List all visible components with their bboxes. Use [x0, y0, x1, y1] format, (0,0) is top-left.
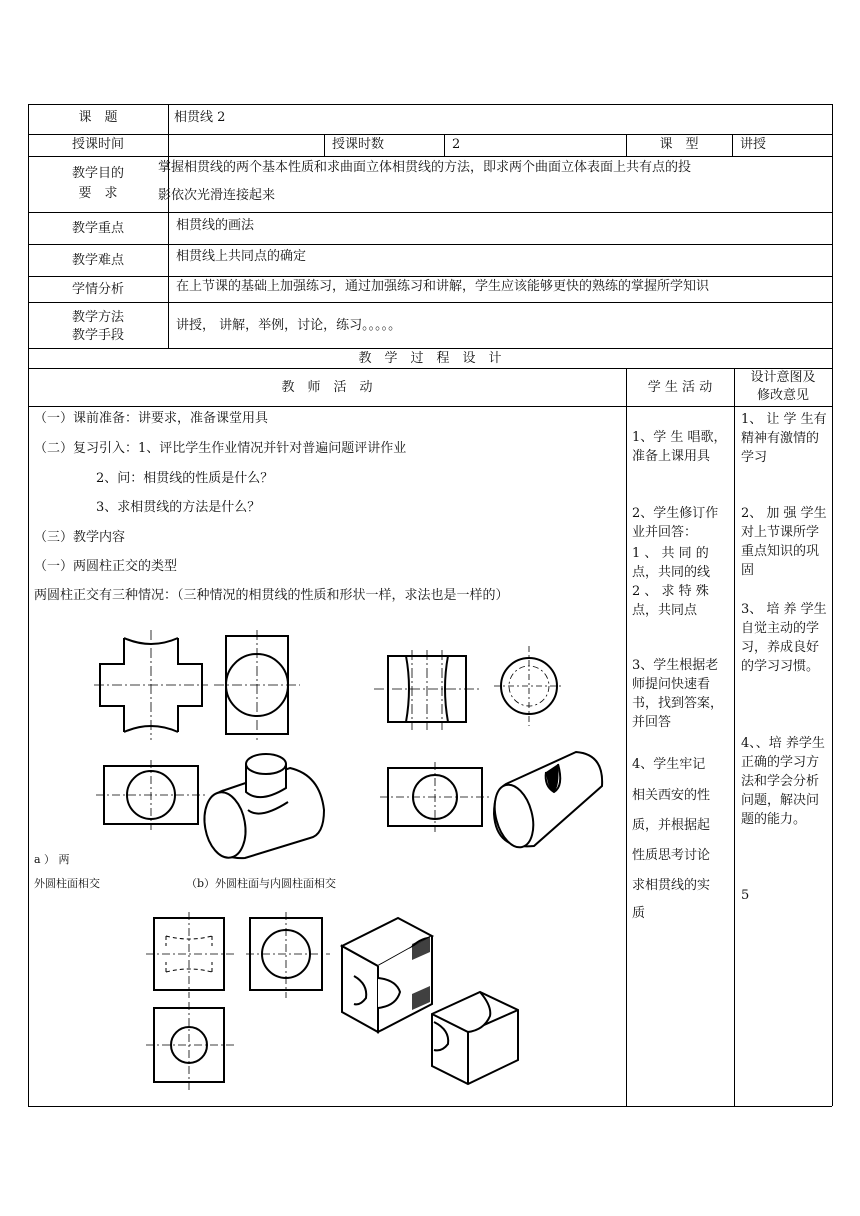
student-item-10: 求相贯线的实 — [632, 878, 711, 893]
col-student-header: 学 生 活 动 — [647, 380, 713, 395]
type-label: 课 型 — [659, 137, 699, 152]
time-label: 授课时间 — [71, 137, 124, 152]
method-value: 讲授， 讲解，举例，讨论，练习。。。。。 — [176, 318, 402, 333]
hours-value: 2 — [452, 137, 461, 152]
hours-label: 授课时数 — [332, 137, 385, 152]
figure-b-front-view — [372, 650, 482, 730]
figure-a-side-view — [212, 630, 302, 740]
caption-a-1: a ） 两 — [34, 853, 70, 866]
design-item-4: 4、、培 养学生正确的学习方法和学会分析问题，解决问题的能力。 — [741, 736, 825, 827]
col-teacher-header: 教 师 活 动 — [281, 380, 373, 395]
key-value: 相贯线的画法 — [176, 218, 255, 233]
student-item-2: 2、学生修订作业并回答： — [632, 506, 719, 540]
student-item-11: 质 — [632, 906, 646, 921]
analysis-label: 学情分析 — [71, 282, 124, 297]
teacher-line-1: （一）课前准备：讲要求，准备课堂用具 — [34, 411, 269, 426]
figure-c-isometric-right — [428, 970, 528, 1090]
student-item-5: 3、学生根据老师提问快速看书，找到答案，并回答 — [632, 658, 724, 730]
analysis-value: 在上节课的基础上加强练习，通过加强练习和讲解，学生应该能够更快的熟练的掌握所学知识 — [176, 279, 710, 294]
student-item-9: 性质思考讨论 — [632, 848, 711, 863]
method-label-1: 教学方法 — [71, 310, 124, 325]
topic-label: 课 题 — [78, 110, 118, 125]
key-label: 教学重点 — [71, 221, 124, 236]
design-item-3: 3、 培 养 学生自觉主动的学习，养成良好的学习习惯。 — [741, 602, 827, 674]
col-design-header-2: 修改意见 — [756, 388, 809, 403]
col-design-header-1: 设计意图及 — [750, 370, 816, 385]
figure-b-isometric — [488, 746, 608, 856]
figure-c-isometric-left — [338, 908, 438, 1038]
student-item-4: 2 、 求 特 殊点，共同点 — [632, 584, 709, 618]
teacher-line-7: 两圆柱正交有三种情况：（三种情况的相贯线的性质和形状一样，求法也是一样的） — [34, 588, 509, 603]
figure-b-side-view — [494, 646, 564, 726]
student-item-8: 质，并根据起 — [632, 818, 711, 833]
student-item-6: 4、学生牢记 — [632, 757, 706, 772]
goal-line-2: 影依次光滑连接起来 — [158, 188, 276, 203]
process-title: 教 学 过 程 设 计 — [358, 351, 502, 366]
student-item-7: 相关西安的性 — [632, 788, 711, 803]
difficulty-label: 教学难点 — [71, 253, 124, 268]
caption-a-2: 外圆柱面相交 — [34, 877, 100, 890]
figure-a-front-view — [96, 630, 206, 740]
teacher-line-3: 2、问：相贯线的性质是什么？ — [96, 471, 274, 486]
difficulty-value: 相贯线上共同点的确定 — [176, 249, 307, 264]
figure-c-side-view — [246, 912, 330, 998]
design-item-2: 2、 加 强 学生对上节课所学重点知识的巩固 — [741, 506, 827, 578]
teacher-line-4: 3、求相贯线的方法是什么？ — [96, 500, 261, 515]
figure-a-isometric — [200, 750, 330, 865]
type-value: 讲授 — [740, 137, 767, 152]
goal-label-2: 要 求 — [78, 186, 118, 201]
teacher-line-2: （二）复习引入：1、评比学生作业情况并针对普遍问题评讲作业 — [34, 441, 407, 456]
topic-value: 相贯线 2 — [174, 110, 226, 125]
student-item-3: 1 、 共 同 的点，共同的线 — [632, 546, 711, 580]
method-label-2: 教学手段 — [71, 328, 124, 343]
teacher-line-5: （三）教学内容 — [34, 530, 126, 545]
design-item-5: 5 — [741, 888, 750, 903]
figure-a-top-view — [96, 760, 206, 830]
goal-label-1: 教学目的 — [71, 166, 124, 181]
student-item-1: 1、学 生 唱歌，准备上课用具 — [632, 430, 727, 464]
caption-b: （b）外圆柱面与内圆柱面相交 — [186, 877, 337, 890]
figure-c-top-view — [146, 1002, 236, 1092]
goal-line-1: 掌握相贯线的两个基本性质和求曲面立体相贯线的方法，即求两个曲面立体表面上共有点的投 — [158, 160, 692, 175]
teacher-line-6: （一）两圆柱正交的类型 — [34, 559, 178, 574]
figure-b-top-view — [380, 762, 490, 832]
design-item-1: 1、 让 学 生有精神有激情的学习 — [741, 412, 827, 465]
figure-c-front-view — [146, 912, 236, 998]
